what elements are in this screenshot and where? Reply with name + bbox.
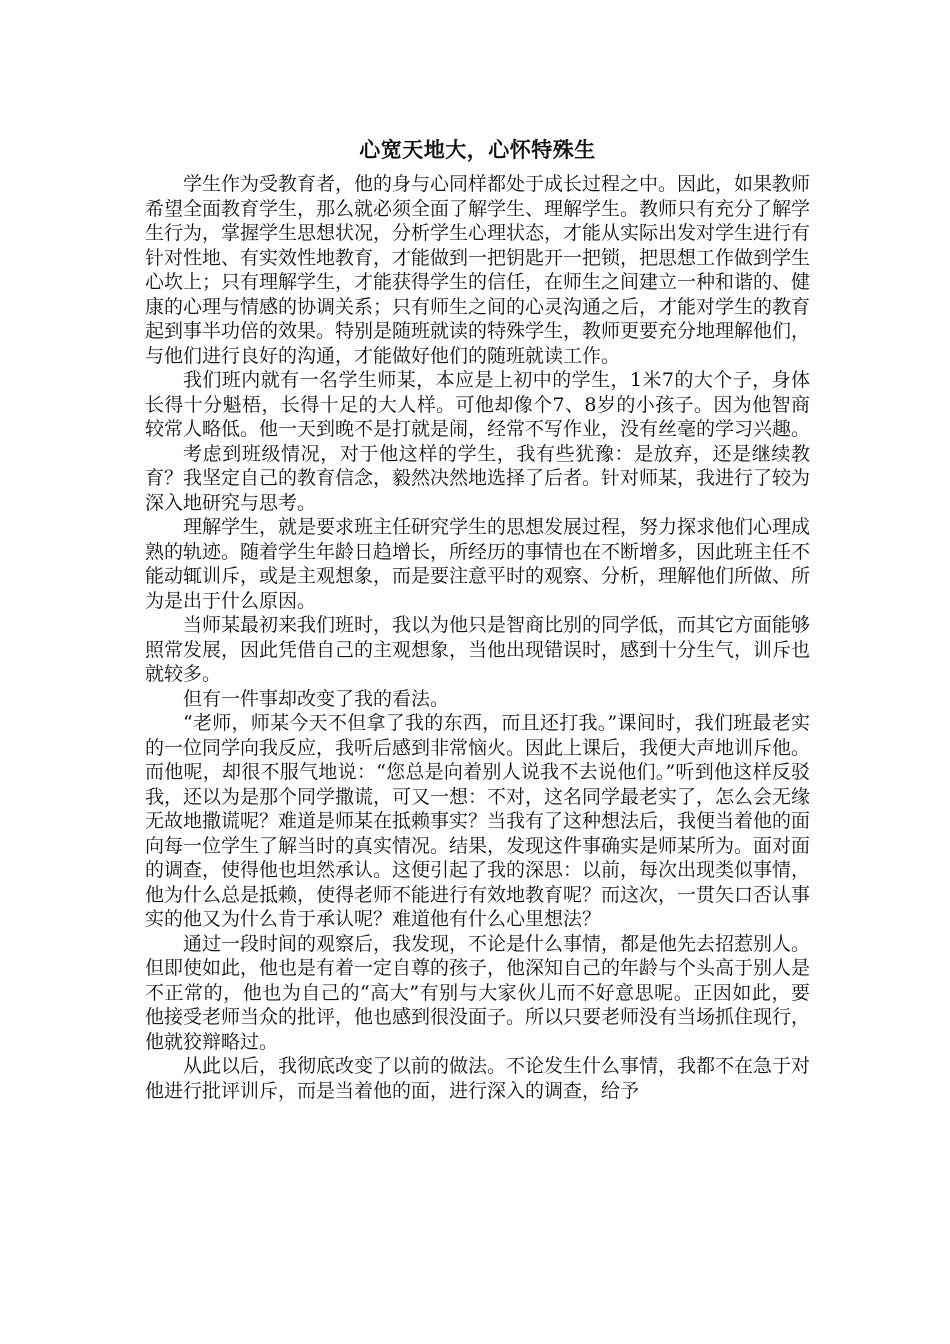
paragraph-8: 通过一段时间的观察后，我发现，不论是什么事情，都是他先去招惹别人。但即使如此，他也是有着一定自尊的孩子，他深知自己的年龄与个头高于别人是不正常的，他也为自己的“高大”有别与大家伙儿而不好意思呢。正因如此，要他接受老师当众的批评，他也感到很没面子。所以只要老师没有当场抓住现行，他就狡辩略过。 bbox=[145, 932, 811, 1053]
paragraph-2: 我们班内就有一名学生师某，本应是上初中的学生，1米7的大个子，身体长得十分魁梧，长得十足的大人样。可他却像个7、8岁的小孩子。因为他智商较常人略低。他一天到晚不是打就是闹，经常不写作业，没有丝毫的学习兴趣。 bbox=[145, 369, 811, 440]
paragraph-7: “老师，师某今天不但拿了我的东西，而且还打我。”课间时，我们班最老实的一位同学向我反应，我听后感到非常恼火。因此上课后，我便大声地训斥他。而他呢，却很不服气地说：“您总是向着别人说我不去说他们。”听到他这样反驳我，还以为是那个同学撒谎，可又一想：不对，这名同学最老实了，怎么会无缘无故地撒谎呢？难道是师某在抵赖事实？当我有了这种想法后，我便当着他的面向每一位学生了解当时的真实情况。结果，发现这件事确实是师某所为。面对面的调查，使得他也坦然承认。这便引起了我的深思：以前，每次出现类似事情，他为什么总是抵赖，使得老师不能进行有效地教育呢？而这次，一贯矢口否认事实的他又为什么肯于承认呢？难道他有什么心里想法？ bbox=[145, 712, 811, 930]
document-page bbox=[145, 134, 810, 1103]
paragraph-6: 但有一件事却改变了我的看法。 bbox=[183, 687, 450, 710]
paragraph-9: 从此以后，我彻底改变了以前的做法。不论发生什么事情，我都不在急于对他进行批评训斥，而是当着他的面，进行深入的调查，给予 bbox=[145, 1055, 811, 1102]
document-title: 心宽天地大，心怀特殊生 bbox=[359, 137, 596, 162]
paragraph-1: 学生作为受教育者，他的身与心同样都处于成长过程之中。因此，如果教师希望全面教育学生，那么就必须全面了解学生、理解学生。教师只有充分了解学生行为，掌握学生思想状况，分析学生心理状态，才能从实际出发对学生进行有针对性地、有实效性地教育，才能做到一把钥匙开一把锁，把思想工作做到学生心坎上；只有理解学生，才能获得学生的信任，在师生之间建立一种和谐的、健康的心理与情感的协调关系；只有师生之间的心灵沟通之后，才能对学生的教育起到事半功倍的效果。特别是随班就读的特殊学生，教师更要充分地理解他们，与他们进行良好的沟通，才能做好他们的随班就读工作。 bbox=[145, 173, 811, 367]
paragraph-4: 理解学生，就是要求班主任研究学生的思想发展过程，努力探求他们心理成熟的轨迹。随着学生年龄日趋增长，所经历的事情也在不断增多，因此班主任不能动辄训斥，或是主观想象，而是要注意平时的观察、分析，理解他们所做、所为是出于什么原因。 bbox=[145, 516, 811, 612]
paragraph-3: 考虑到班级情况，对于他这样的学生，我有些犹豫：是放弃，还是继续教育？我坚定自己的教育信念，毅然决然地选择了后者。针对师某，我进行了较为深入地研究与思考。 bbox=[145, 442, 811, 514]
paragraph-5: 当师某最初来我们班时，我以为他只是智商比别的同学低，而其它方面能够照常发展，因此凭借自己的主观想象，当他出现错误时，感到十分生气，训斥也就较多。 bbox=[145, 614, 811, 685]
